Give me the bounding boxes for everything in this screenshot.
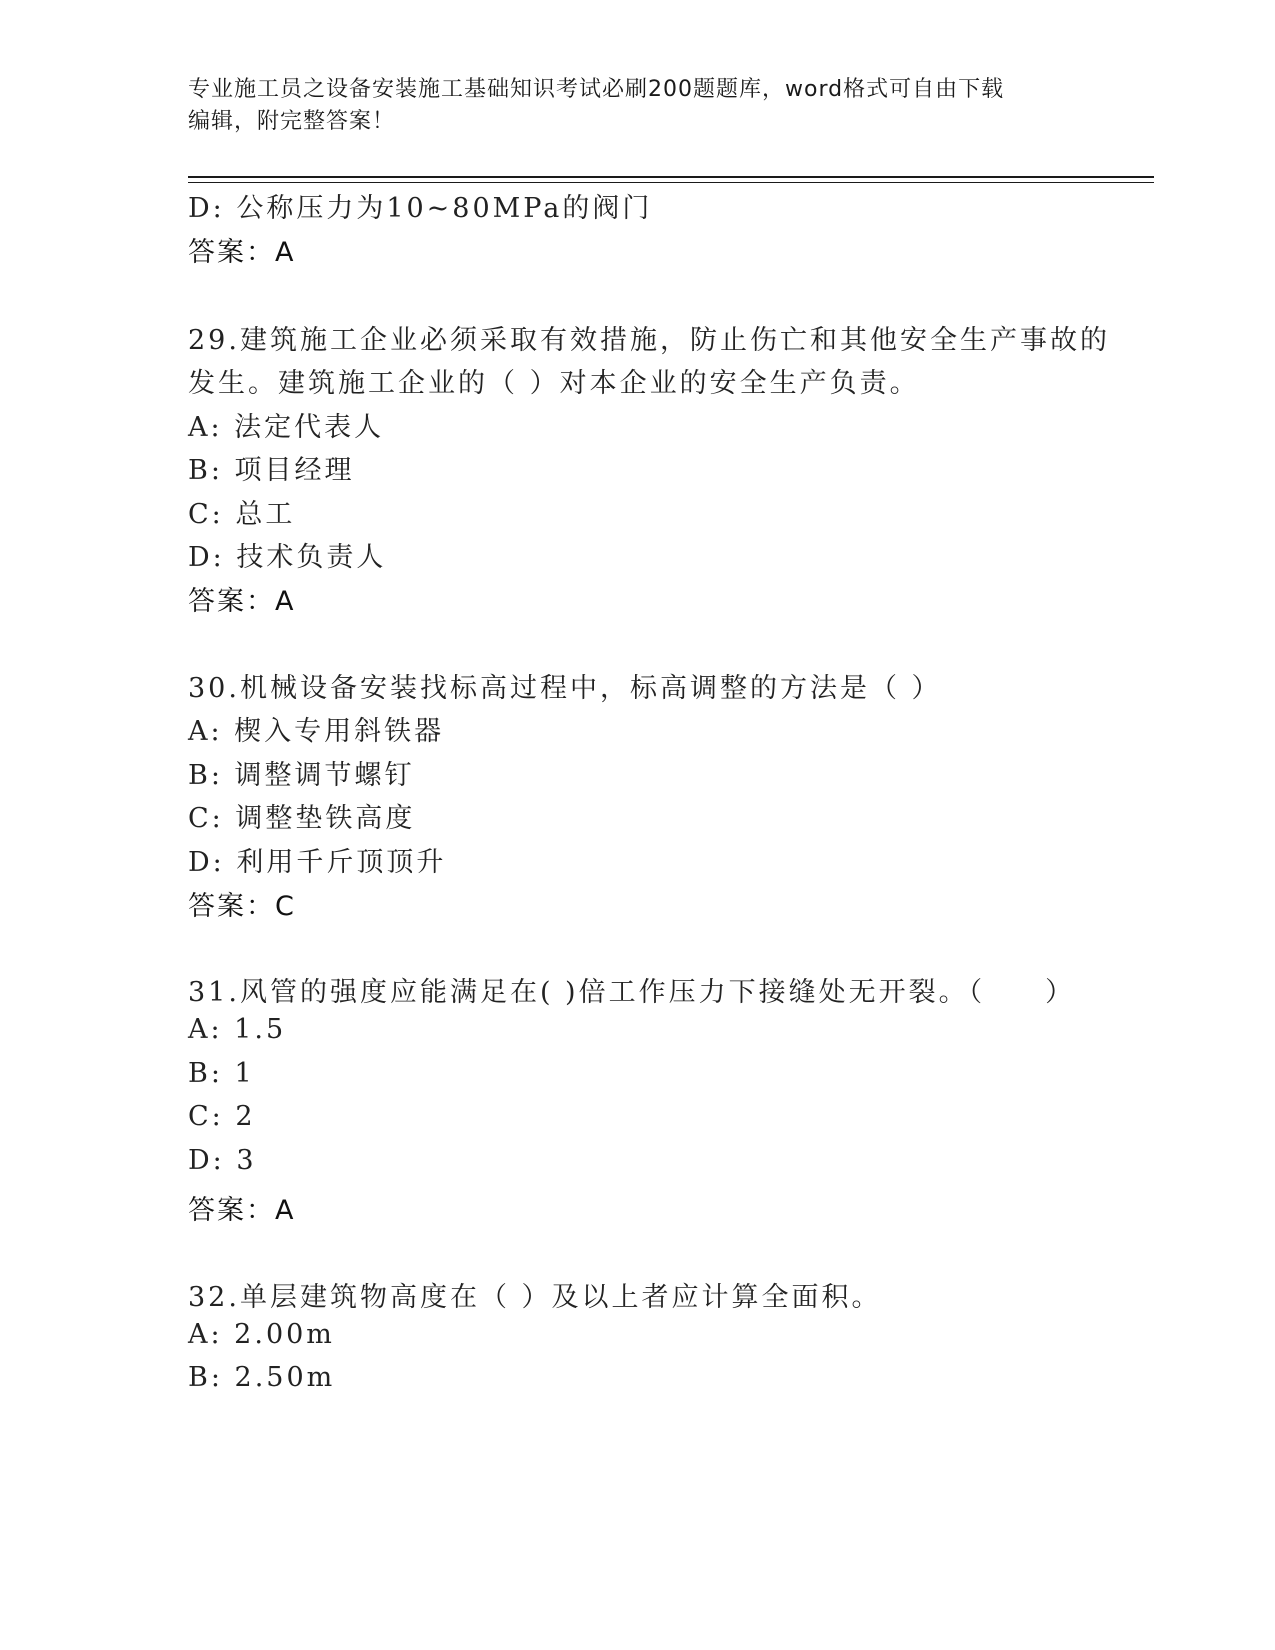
header-divider-thin — [188, 182, 1154, 183]
q31-option-a: A: 1.5 — [188, 1014, 287, 1045]
header-line-2: 编辑，附完整答案！ — [188, 109, 396, 134]
q32-option-b: B: 2.50m — [188, 1362, 336, 1393]
q29-option-c: C: 总工 — [188, 499, 296, 530]
header-line-1: 专业施工员之设备安装施工基础知识考试必刷200题题库，word格式可自由下载 — [188, 77, 1005, 102]
q29-answer: 答案：A — [188, 586, 296, 617]
q29-option-a: A: 法定代表人 — [188, 412, 385, 443]
q31-answer: 答案：A — [188, 1195, 296, 1226]
q29-option-b: B: 项目经理 — [188, 455, 355, 486]
q30-answer: 答案：C — [188, 891, 296, 922]
q29-option-d: D: 技术负责人 — [188, 542, 387, 573]
header-divider-thick — [188, 176, 1154, 178]
q30-stem-line-1: 30.机械设备安装找标高过程中，标高调整的方法是（ ） — [188, 673, 942, 704]
q30-option-a: A: 楔入专用斜铁器 — [188, 716, 445, 747]
q30-option-d: D: 利用千斤顶顶升 — [188, 847, 447, 878]
prev-answer: 答案：A — [188, 237, 296, 268]
document-header — [188, 74, 1068, 138]
q31-option-c: C: 2 — [188, 1101, 256, 1132]
q30-option-b: B: 调整调节螺钉 — [188, 760, 415, 791]
q31-option-d: D: 3 — [188, 1145, 257, 1176]
q29-stem-line-1: 29.建筑施工企业必须采取有效措施，防止伤亡和其他安全生产事故的 — [188, 325, 1110, 356]
q32-stem-line-1: 32.单层建筑物高度在（ ）及以上者应计算全面积。 — [188, 1282, 882, 1313]
q32-option-a: A: 2.00m — [188, 1319, 335, 1350]
q31-stem-line-1: 31.风管的强度应能满足在( )倍工作压力下接缝处无开裂。（ ） — [188, 977, 1076, 1008]
q31-option-b: B: 1 — [188, 1058, 255, 1089]
q30-option-c: C: 调整垫铁高度 — [188, 803, 416, 834]
prev-option-d: D: 公称压力为10~80MPa的阀门 — [188, 193, 653, 224]
q29-stem-line-2: 发生。建筑施工企业的（ ）对本企业的安全生产负责。 — [188, 368, 920, 399]
